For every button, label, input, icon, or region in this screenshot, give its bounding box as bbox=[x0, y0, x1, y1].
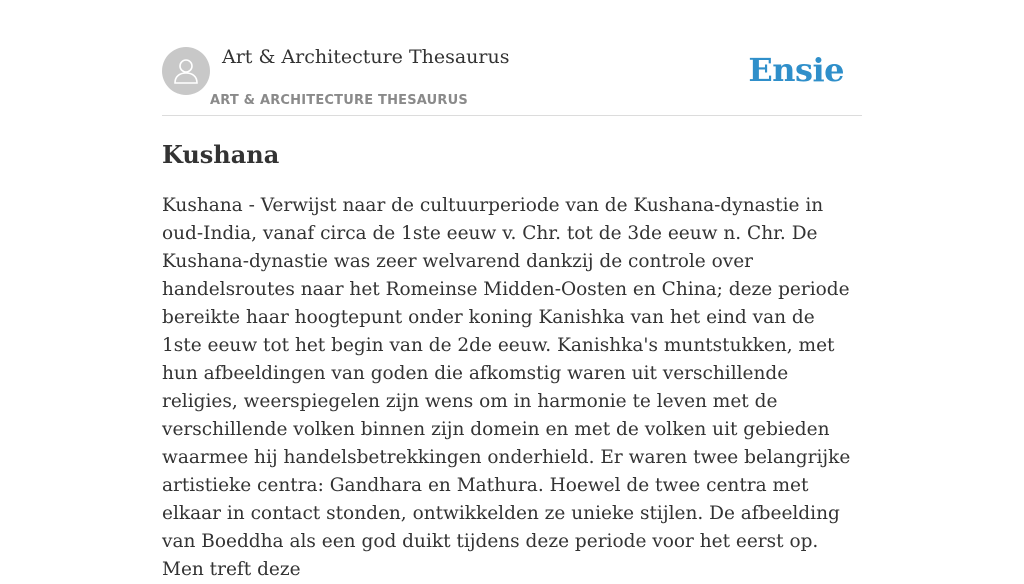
article-body: Kushana - Verwijst naar de cultuurperiode van de Kushana-dynastie in oud-India, vanaf circa de 1ste eeuw v. Chr. tot de 3de eeuw n. Chr. De Kushana-dynastie was zeer welvarend dankzij de controle over handelsroutes naar het Romeinse Midden-Oosten en China; deze periode bereikte haar hoogtepunt onder koning Kanishka van het eind van de 1ste eeuw tot het begin van de 2de eeuw. Kanishka's muntstukken, met hun afbeeldingen van goden die afkomstig waren uit verschillende religies, weerspiegelen zijn wens om in harmonie te leven met de verschillende volken binnen zijn domein en met de volken uit gebieden waarmee hij handelsbetrekkingen onderhield. Er waren twee belangrijke artistieke centra: Gandhara en Mathura. Hoewel de twee centra met elkaar in contact stonden, ontwikkelden ze unieke stijlen. De afbeelding van Boeddha als een god duikt tijdens deze periode voor het eerst op. Men treft deze bbox=[162, 195, 851, 580]
ensie-logo[interactable]: Ensie bbox=[748, 51, 844, 89]
source-label[interactable]: ART & ARCHITECTURE THESAURUS bbox=[210, 93, 468, 108]
user-icon bbox=[171, 56, 201, 86]
author-name[interactable]: Art & Architecture Thesaurus bbox=[222, 46, 510, 68]
page-title: Kushana bbox=[162, 140, 280, 169]
author-avatar[interactable] bbox=[162, 47, 210, 95]
article-header bbox=[162, 46, 862, 116]
